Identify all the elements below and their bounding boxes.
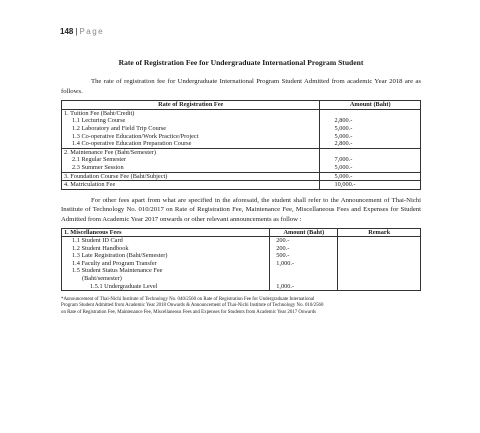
row-label: 3. Foundation Course Fee (Baht/Subject) <box>62 172 320 181</box>
table-row <box>62 275 421 283</box>
miscellaneous-fee-rows <box>62 237 421 291</box>
table-row <box>62 267 421 275</box>
row-amount: 5,000.- <box>320 133 421 141</box>
intro-paragraph: The rate of registration fee for Undergraduate International Program Student Admitted from academic Year 2018 are as follows. <box>61 78 421 95</box>
row-remark <box>338 275 421 283</box>
row-label: 1.2 Student Handbook <box>62 245 270 253</box>
row-amount: 1,000.- <box>270 283 338 291</box>
row-label: 1.3 Late Registration (Baht/Semester) <box>62 252 270 260</box>
table-row <box>62 117 421 125</box>
row-label: 2.3 Summer Session <box>62 164 320 172</box>
row-label: 1.5.1 Undergraduate Level <box>62 283 270 291</box>
row-remark <box>338 252 421 260</box>
row-amount <box>270 275 338 283</box>
registration-fee-table <box>61 100 421 190</box>
col-header-rate: Rate of Registration Fee <box>62 101 320 110</box>
table-header-row <box>62 101 421 110</box>
row-amount: 5,000.- <box>320 164 421 172</box>
col-header-amount: Amount (Baht) <box>270 228 338 237</box>
footnote: *Announcement of Thai-Nichi Institute of Technology No. 040/2560 on Rate of Registration Fee for Undergraduate International Program Student Admitted from Academic Year 2018 Onwards & Announcement of Thai-Nichi Institute of Technology No. 010/2560 on Rate of Registration Fee, Maintenance Fee, Miscellaneous Fees and Expenses for Students from Academic Year 2017 Onwards <box>61 297 324 315</box>
table-row <box>62 140 421 148</box>
row-label: 1.4 Co-operative Education Preparation Course <box>62 140 320 148</box>
page-number: 148 <box>60 27 74 36</box>
table-row <box>62 252 421 260</box>
col-header-amount: Amount (Baht) <box>320 101 421 110</box>
table-row <box>62 181 421 190</box>
row-label: 1.3 Co-operative Education/Work Practice/Project <box>62 133 320 141</box>
table-row <box>62 148 421 156</box>
row-remark <box>338 283 421 291</box>
table-row <box>62 283 421 291</box>
page-word: Page <box>79 27 105 36</box>
row-label: 1.1 Student ID Card <box>62 237 270 245</box>
document-content <box>61 58 421 321</box>
row-amount: 2,800.- <box>320 117 421 125</box>
second-paragraph: For other fees apart from what are specified in the aforesaid, the student shall refer to the Announcement of Thai-Nichi Institute of Technology No. 010/2017 on Rate of Registration Fee, Maintenance Fee, Miscellaneous Fees and Expenses for Student Admitted from Academic Year 2017 onwards or other relevant announcements as follow : <box>61 196 421 223</box>
table-row <box>62 133 421 141</box>
table-row <box>62 245 421 253</box>
row-amount <box>320 109 421 117</box>
document-title: Rate of Registration Fee for Undergraduate International Program Student <box>118 58 364 67</box>
row-label: 1. Tuition Fee (Baht/Credit) <box>62 109 320 117</box>
row-remark <box>338 260 421 268</box>
table-row <box>62 260 421 268</box>
row-label: 4. Matriculation Fee <box>62 181 320 190</box>
row-amount: 5,000.- <box>320 172 421 181</box>
row-label: 2.1 Regular Semester <box>62 156 320 164</box>
row-amount <box>270 267 338 275</box>
col-header-misc: 1. Miscellaneous Fees <box>62 228 270 237</box>
table-row <box>62 164 421 172</box>
table-row <box>62 172 421 181</box>
row-remark <box>338 267 421 275</box>
row-label: 1.1 Lecturing Course <box>62 117 320 125</box>
row-amount: 2,800.- <box>320 140 421 148</box>
row-label: 1.4 Faculty and Program Transfer <box>62 260 270 268</box>
row-remark <box>338 237 421 245</box>
row-amount: 500.- <box>270 252 338 260</box>
row-remark <box>338 245 421 253</box>
header-separator: | <box>75 27 78 36</box>
row-amount: 7,000.- <box>320 156 421 164</box>
table-row <box>62 109 421 117</box>
row-label: (Baht/semester) <box>62 275 270 283</box>
row-amount: 5,000.- <box>320 125 421 133</box>
row-label: 2. Maintenance Fee (Baht/Semester) <box>62 148 320 156</box>
row-label: 1.2 Laboratory and Field Trip Course <box>62 125 320 133</box>
row-amount: 200.- <box>270 237 338 245</box>
miscellaneous-fee-table <box>61 228 421 292</box>
row-label: 1.5 Student Status Maintenance Fee <box>62 267 270 275</box>
col-header-remark: Remark <box>338 228 421 237</box>
table-header-row <box>62 228 421 237</box>
row-amount: 10,000.- <box>320 181 421 190</box>
table-row <box>62 156 421 164</box>
table-row <box>62 125 421 133</box>
table-row <box>62 237 421 245</box>
registration-fee-rows <box>62 109 421 189</box>
row-amount: 1,000.- <box>270 260 338 268</box>
row-amount: 200.- <box>270 245 338 253</box>
page-header <box>60 27 104 36</box>
row-amount <box>320 148 421 156</box>
